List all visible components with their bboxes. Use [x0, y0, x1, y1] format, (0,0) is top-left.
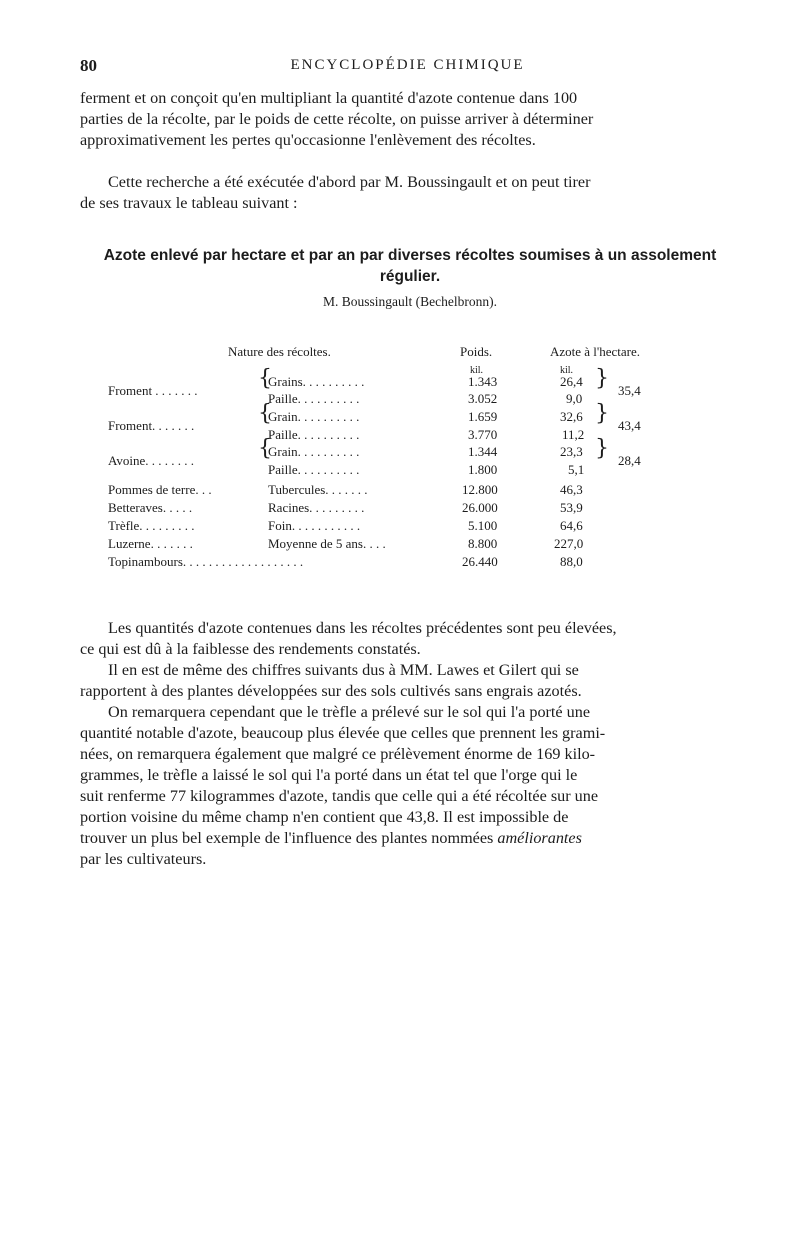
part-name: Foin. . . . . . . . . . . — [268, 518, 361, 533]
azote-total: 28,4 — [618, 453, 641, 468]
poids-value: 1.800 — [468, 462, 498, 477]
poids-value: 1.343 — [468, 374, 498, 389]
table-title — [80, 245, 740, 287]
crop-name: Betteraves. . . . . — [108, 500, 193, 515]
azote-value: 5,1 — [568, 462, 585, 477]
table-title-line: Azote enlevé par hectare et par an par diverses récoltes soumises à un assolement — [103, 247, 717, 264]
table-title-line: régulier. — [379, 268, 441, 285]
part-name: Tubercules. . . . . . . — [268, 482, 368, 497]
crop-name: Froment. . . . . . . — [108, 418, 195, 433]
poids-value: 26.440 — [462, 554, 498, 569]
col-header-nature: Nature des récoltes. — [228, 344, 331, 359]
azote-total: 43,4 — [618, 418, 641, 433]
table-author: M. Boussingault (Bechelbronn). — [323, 294, 497, 309]
part-name: Grain. . . . . . . . . . — [268, 444, 360, 459]
part-name: Moyenne de 5 ans. . . . — [268, 536, 386, 551]
part-name: Paille. . . . . . . . . . — [268, 391, 360, 406]
azote-value: 26,4 — [560, 374, 583, 389]
left-brace: { — [258, 436, 272, 461]
right-brace: } — [595, 401, 609, 426]
text-line: portion voisine du même champ n'en contient que 43,8. Il est impossible de — [80, 808, 569, 826]
poids-value: 1.659 — [468, 409, 498, 424]
azote-value: 32,6 — [560, 409, 583, 424]
azote-value: 11,2 — [562, 427, 585, 442]
crop-name: Luzerne. . . . . . . — [108, 536, 193, 551]
poids-value: 8.800 — [468, 536, 498, 551]
col-header-azote: Azote à l'hectare. — [550, 344, 641, 359]
text-line: Les quantités d'azote contenues dans les récoltes précédentes sont peu élevées, — [108, 619, 617, 637]
text-line: rapportent à des plantes développées sur des sols cultivés sans engrais azotés. — [80, 682, 582, 700]
part-name: Grain. . . . . . . . . . — [268, 409, 360, 424]
azote-total: 35,4 — [618, 383, 641, 398]
col-header-poids: Poids. — [460, 344, 493, 359]
text-line: trouver un plus bel exemple de l'influence des plantes nommées améliorantes — [80, 829, 582, 847]
azote-value: 64,6 — [560, 518, 583, 533]
azote-value: 53,9 — [560, 500, 583, 515]
right-brace: } — [595, 366, 609, 391]
paragraph-1 — [80, 88, 740, 151]
paragraph-2 — [80, 172, 740, 214]
text-line: parties de la récolte, par le poids de cette récolte, on puisse arriver à déterminer — [80, 110, 594, 128]
page-number: 80 — [80, 56, 97, 75]
azote-value: 227,0 — [554, 536, 584, 551]
poids-value: 26.000 — [462, 500, 498, 515]
page-header — [80, 56, 735, 80]
part-name: Paille. . . . . . . . . . — [268, 427, 360, 442]
text-line: Il en est de même des chiffres suivants dus à MM. Lawes et Gilert qui se — [108, 661, 579, 679]
azote-value: 9,0 — [566, 391, 583, 406]
crop-name: Trèfle. . . . . . . . . — [108, 518, 195, 533]
text-line: par les cultivateurs. — [80, 850, 207, 868]
left-brace: { — [258, 366, 272, 391]
text-line: ce qui est dû à la faiblesse des rendements constatés. — [80, 640, 421, 658]
poids-value: 3.052 — [468, 391, 498, 406]
running-title: ENCYCLOPÉDIE CHIMIQUE — [290, 57, 525, 73]
part-name: Grains. . . . . . . . . . — [268, 374, 365, 389]
azote-value: 88,0 — [560, 554, 583, 569]
crop-name: Avoine. . . . . . . . — [108, 453, 195, 468]
paragraph-3 — [80, 618, 740, 870]
poids-value: 1.344 — [468, 444, 498, 459]
crop-name: Pommes de terre. . . — [108, 482, 212, 497]
crop-name: Froment . . . . . . . — [108, 383, 198, 398]
text-line: suit renferme 77 kilogrammes d'azote, tandis que celle qui a été récoltée sur une — [80, 787, 599, 805]
text-line: grammes, le trèfle a laissé le sol qui l'a porté dans un état tel que l'orge qui le — [80, 766, 578, 784]
unit-azote: kil. — [560, 365, 574, 376]
text-line: de ses travaux le tableau suivant : — [80, 194, 298, 212]
text-line: ferment et on conçoit qu'en multipliant la quantité d'azote contenue dans 100 — [80, 89, 578, 107]
poids-value: 5.100 — [468, 518, 498, 533]
unit-poids: kil. — [470, 365, 484, 376]
part-name: Paille. . . . . . . . . . — [268, 462, 360, 477]
text-line: quantité notable d'azote, beaucoup plus élevée que celles que prennent les grami- — [80, 724, 606, 742]
text-line: nées, on remarquera également que malgré ce prélèvement énorme de 169 kilo- — [80, 745, 596, 763]
text-line: On remarquera cependant que le trèfle a prélevé sur le sol qui l'a porté une — [108, 703, 591, 721]
text-line: approximativement les pertes qu'occasionne l'enlèvement des récoltes. — [80, 131, 536, 149]
azote-value: 23,3 — [560, 444, 583, 459]
crop-name: Topinambours. . . . . . . . . . . . . . . . . . . — [108, 554, 304, 569]
text-line: Cette recherche a été exécutée d'abord par M. Boussingault et on peut tirer — [108, 173, 591, 191]
poids-value: 12.800 — [462, 482, 498, 497]
left-brace: { — [258, 401, 272, 426]
part-name: Racines. . . . . . . . . — [268, 500, 365, 515]
azote-value: 46,3 — [560, 482, 583, 497]
right-brace: } — [595, 436, 609, 461]
poids-value: 3.770 — [468, 427, 498, 442]
